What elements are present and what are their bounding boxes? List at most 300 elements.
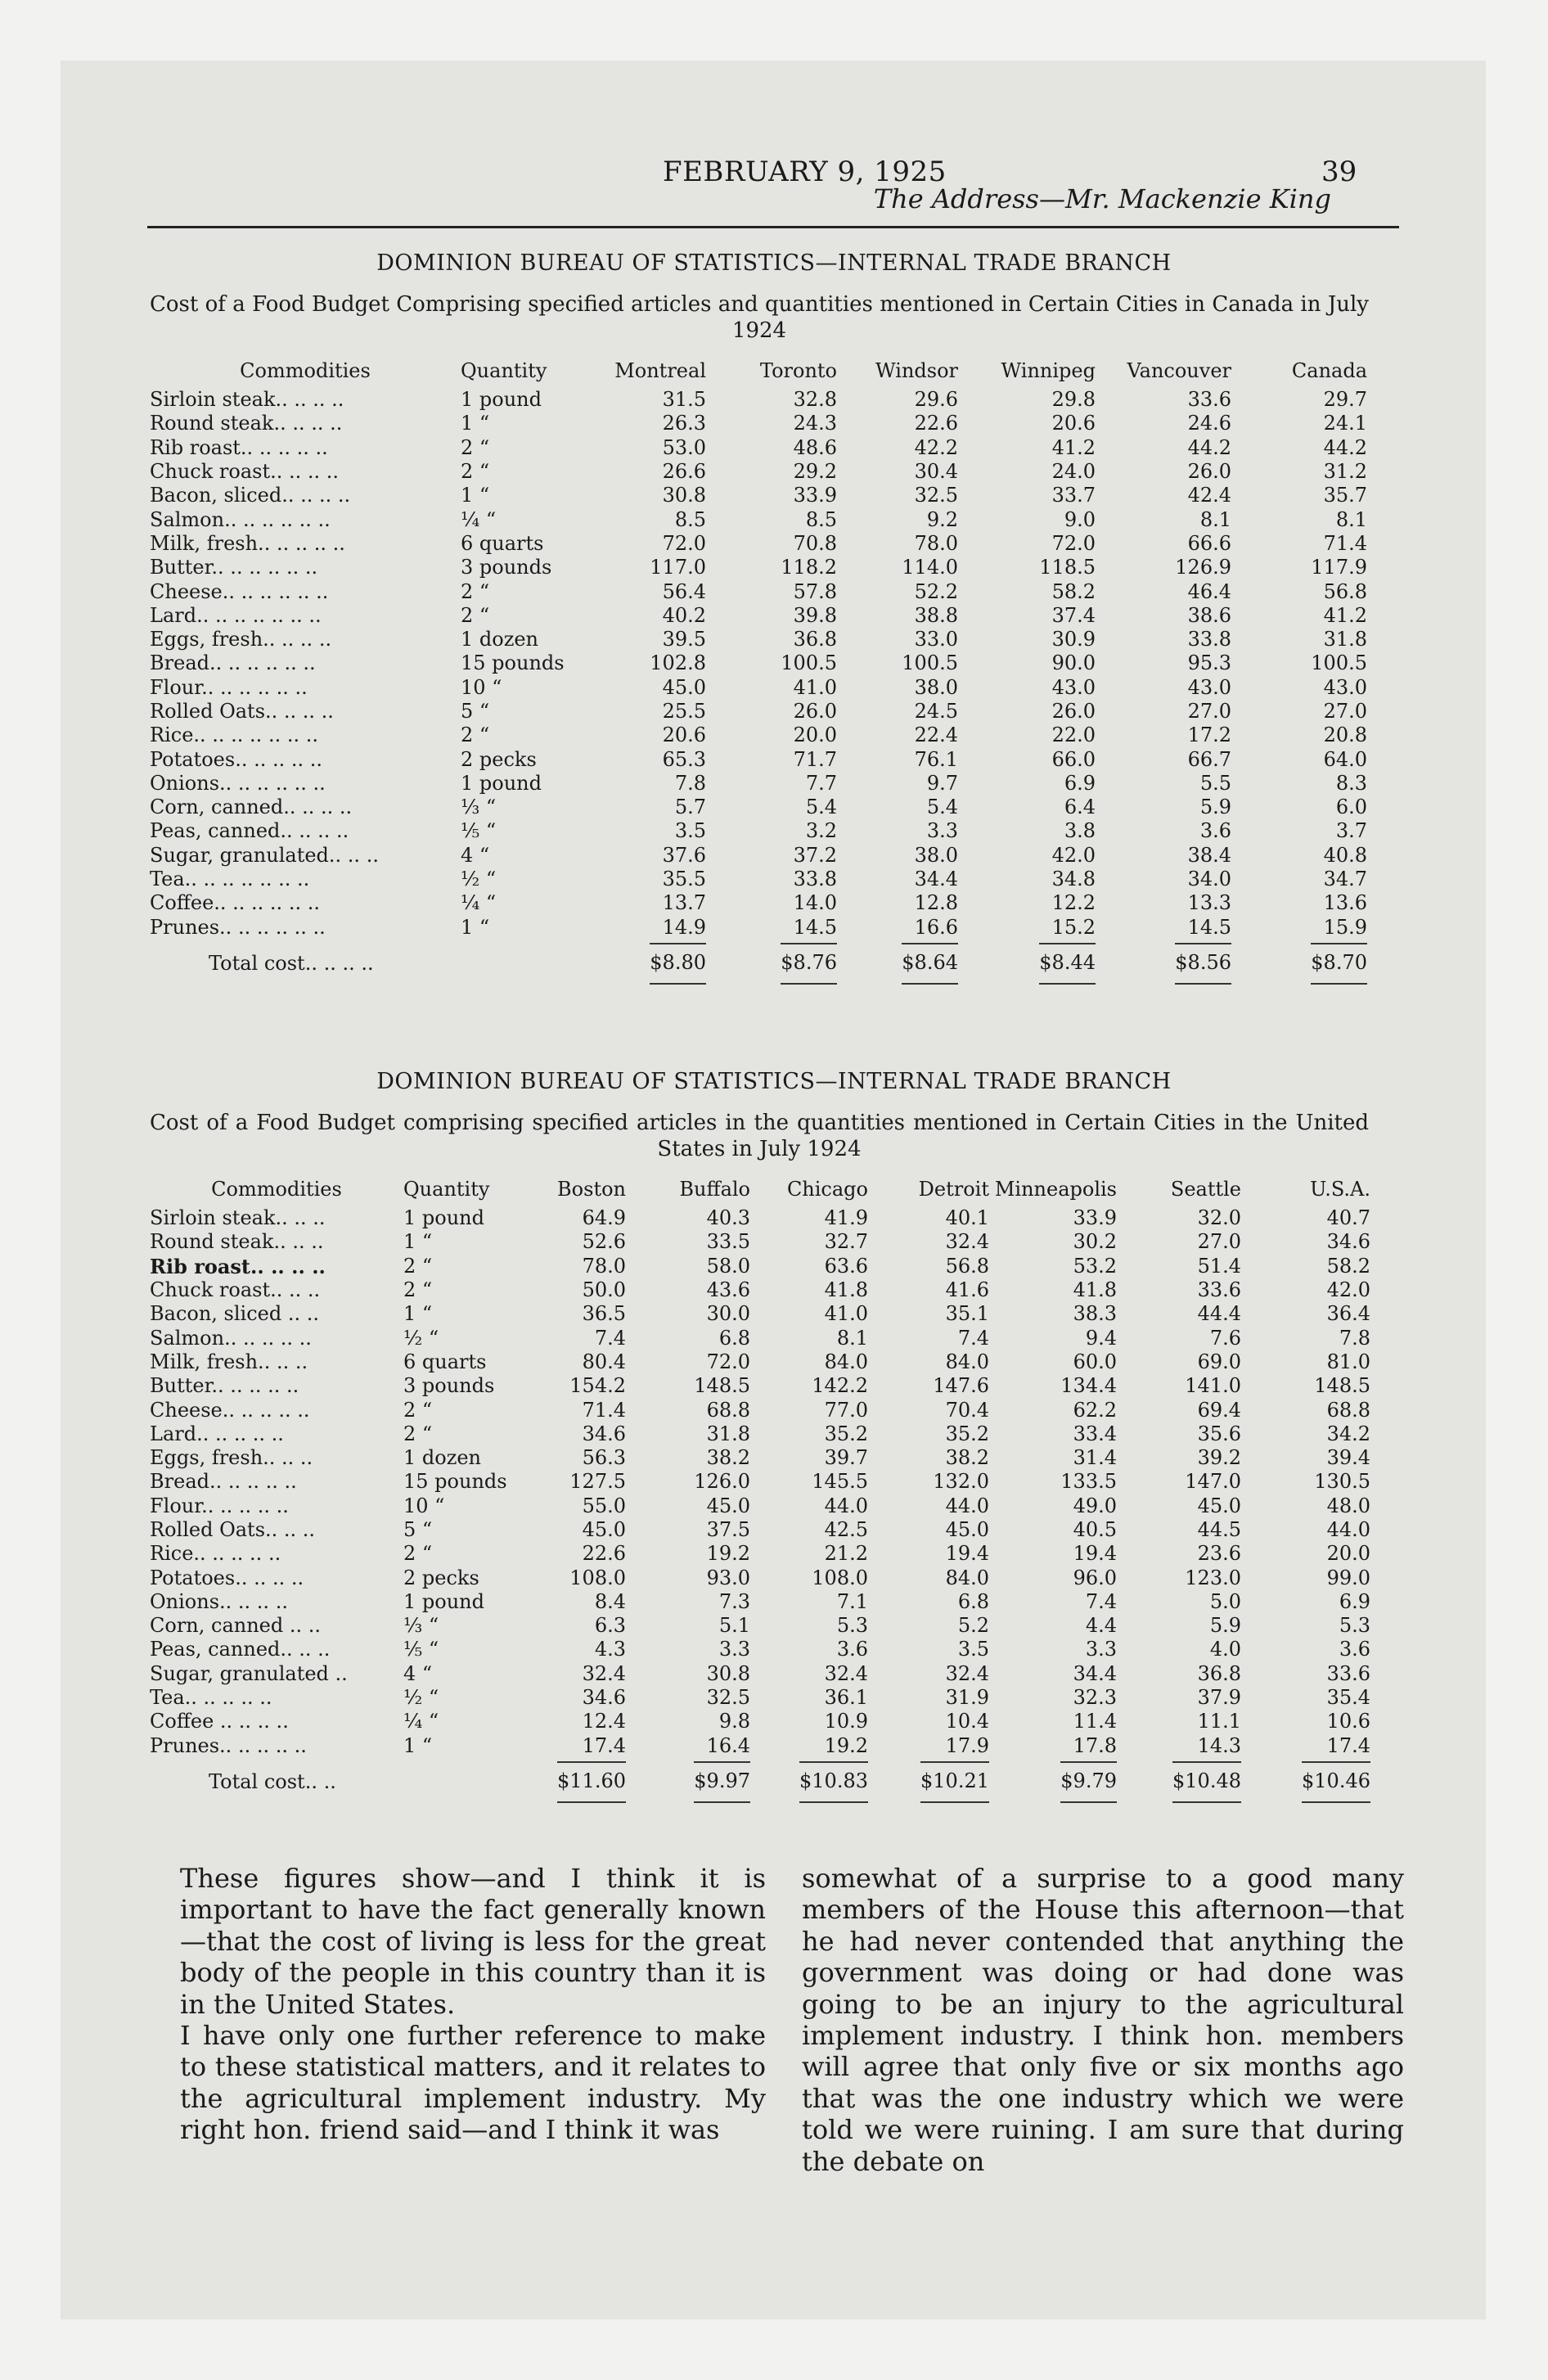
table-row (150, 1398, 1370, 1422)
commodity-cell: Cheese.. .. .. .. .. (150, 1398, 310, 1422)
value-cell: 6.9 (1064, 771, 1096, 795)
value-cell: 24.0 (1051, 460, 1096, 484)
value-cell: 35.2 (824, 1422, 868, 1445)
value-cell: 33.6 (1197, 1278, 1241, 1302)
value-cell: 17.9 (945, 1733, 989, 1757)
value-cell: 38.2 (945, 1446, 989, 1470)
value-cell: 4.4 (1085, 1614, 1117, 1638)
value-cell: 33.9 (793, 484, 837, 507)
value-cell: 14.0 (793, 891, 837, 915)
value-cell: 72.0 (662, 531, 706, 555)
value-cell: 14.5 (1187, 915, 1231, 939)
value-cell: 34.8 (1051, 868, 1096, 891)
col-header-commodities: Commodities (211, 1177, 342, 1201)
total-cell (750, 1758, 868, 1807)
value-cell: 46.4 (1187, 579, 1231, 603)
value-cell: 66.0 (1051, 747, 1096, 771)
col-header-quantity: Quantity (461, 358, 547, 382)
value-cell: 7.4 (957, 1326, 989, 1350)
value-cell: 77.0 (824, 1398, 868, 1422)
quantity-cell: 2 “ (461, 579, 490, 603)
total-value: $8.70 (1311, 943, 1367, 985)
quantity-cell: 1 “ (403, 1733, 433, 1757)
value-cell: 118.5 (1039, 556, 1096, 579)
value-cell: 40.8 (1323, 843, 1367, 867)
quantity-cell: ⅕ “ (461, 819, 497, 843)
total-cell (1231, 940, 1367, 989)
value-cell: 42.0 (1326, 1278, 1370, 1302)
value-cell: 30.8 (662, 484, 706, 507)
value-cell: 38.0 (914, 843, 958, 867)
commodity-cell: Coffee.. .. .. .. .. .. (150, 891, 320, 915)
value-cell: 71.7 (793, 747, 837, 771)
value-cell: 148.5 (694, 1374, 750, 1398)
table-row (150, 844, 1367, 868)
value-cell: 33.8 (1187, 628, 1231, 651)
commodity-cell: Rib roast.. .. .. .. .. (150, 435, 328, 459)
table-row (150, 916, 1367, 940)
total-cell (534, 1758, 626, 1807)
commodity-cell: Salmon.. .. .. .. .. .. (150, 507, 331, 531)
value-cell: 24.1 (1323, 412, 1367, 435)
value-cell: 8.3 (1335, 771, 1367, 795)
table-row (150, 676, 1367, 700)
value-cell: 34.4 (1073, 1661, 1117, 1685)
value-cell: 40.3 (706, 1206, 750, 1230)
value-cell: 42.5 (824, 1518, 868, 1541)
value-cell: 32.8 (793, 388, 837, 412)
quantity-cell: 3 pounds (461, 556, 552, 579)
total-value: $10.83 (799, 1761, 868, 1803)
value-cell: 3.5 (957, 1638, 989, 1661)
commodity-cell: Corn, canned .. .. (150, 1614, 322, 1638)
value-cell: 64.0 (1323, 747, 1367, 771)
value-cell: 41.0 (793, 675, 837, 699)
commodity-cell: Onions.. .. .. .. .. .. (150, 771, 326, 795)
value-cell: 7.7 (805, 771, 837, 795)
value-cell: 4.3 (594, 1638, 626, 1661)
col-header-detroit: Detroit (918, 1177, 989, 1201)
value-cell: 45.0 (945, 1518, 989, 1541)
table-row (150, 460, 1367, 484)
table-row (150, 819, 1367, 843)
table-row (150, 651, 1367, 675)
col-header-vancouver: Vancouver (1127, 358, 1231, 382)
quantity-cell: 15 pounds (403, 1470, 507, 1494)
value-cell: 40.7 (1326, 1206, 1370, 1230)
value-cell: 33.6 (1187, 388, 1231, 412)
header-subtitle: The Address—Mr. Mackenzie King (873, 183, 1331, 214)
value-cell: 31.4 (1073, 1446, 1117, 1470)
value-cell: 26.0 (1051, 700, 1096, 723)
total-value: $9.79 (1060, 1761, 1117, 1803)
quantity-cell: 1 “ (461, 484, 490, 507)
value-cell: 147.6 (933, 1374, 989, 1398)
value-cell: 56.4 (662, 579, 706, 603)
value-cell: 108.0 (812, 1566, 868, 1589)
col-header-commodities: Commodities (240, 358, 371, 382)
value-cell: 148.5 (1314, 1374, 1370, 1398)
value-cell: 5.1 (718, 1614, 750, 1638)
value-cell: 45.0 (706, 1494, 750, 1517)
value-cell: 142.2 (812, 1374, 868, 1398)
value-cell: 35.5 (662, 868, 706, 891)
value-cell: 6.9 (1339, 1589, 1370, 1613)
value-cell: 8.5 (674, 507, 706, 531)
value-cell: 56.8 (945, 1254, 989, 1278)
us-food-budget-table (150, 1172, 1370, 1807)
value-cell: 12.8 (914, 891, 958, 915)
value-cell: 123.0 (1185, 1566, 1241, 1589)
value-cell: 37.6 (662, 843, 706, 867)
commodity-cell: Chuck roast.. .. .. (150, 1278, 321, 1302)
value-cell: 22.6 (582, 1542, 626, 1566)
total-cell (592, 940, 706, 989)
value-cell: 34.4 (914, 868, 958, 891)
value-cell: 70.8 (793, 531, 837, 555)
value-cell: 41.8 (824, 1278, 868, 1302)
quantity-cell: 2 “ (403, 1398, 433, 1422)
total-value: $8.80 (650, 943, 706, 985)
value-cell: 133.5 (1060, 1470, 1117, 1494)
value-cell: 20.0 (1326, 1542, 1370, 1566)
value-cell: 49.0 (1073, 1494, 1117, 1517)
value-cell: 43.0 (1051, 675, 1096, 699)
value-cell: 7.4 (1085, 1589, 1117, 1613)
value-cell: 32.5 (914, 484, 958, 507)
value-cell: 3.8 (1064, 819, 1096, 843)
value-cell: 41.2 (1323, 603, 1367, 627)
quantity-cell: 2 “ (403, 1278, 433, 1302)
value-cell: 39.7 (824, 1446, 868, 1470)
value-cell: 3.3 (718, 1638, 750, 1661)
header-rule (147, 226, 1399, 228)
value-cell: 38.0 (914, 675, 958, 699)
value-cell: 40.2 (662, 603, 706, 627)
value-cell: 60.0 (1073, 1350, 1117, 1373)
table-row (150, 1446, 1370, 1470)
table2-caption: Cost of a Food Budget comprising specified articles in the quantities mentioned in Certain Cities in the United States in July 1924 (150, 1111, 1369, 1161)
value-cell: 126.0 (694, 1470, 750, 1494)
commodity-cell: Eggs, fresh.. .. .. .. (150, 628, 332, 651)
value-cell: 42.0 (1051, 843, 1096, 867)
commodity-cell: Flour.. .. .. .. .. (150, 1494, 289, 1517)
col-header-windsor: Windsor (875, 358, 958, 382)
value-cell: 48.6 (793, 435, 837, 459)
value-cell: 29.6 (914, 388, 958, 412)
commodity-cell: Corn, canned.. .. .. .. (150, 796, 353, 819)
quantity-cell: ⅓ “ (403, 1614, 439, 1638)
body-column-left (180, 1863, 766, 2146)
value-cell: 7.6 (1209, 1326, 1241, 1350)
value-cell: 19.4 (945, 1542, 989, 1566)
value-cell: 70.4 (945, 1398, 989, 1422)
value-cell: 35.6 (1197, 1422, 1241, 1445)
value-cell: 84.0 (945, 1566, 989, 1589)
value-cell: 25.5 (662, 700, 706, 723)
table-row (150, 507, 1367, 531)
value-cell: 3.7 (1335, 819, 1367, 843)
value-cell: 130.5 (1314, 1470, 1370, 1494)
table-row (150, 1638, 1370, 1661)
table-row (150, 772, 1367, 796)
table-row (150, 1302, 1370, 1326)
value-cell: 30.0 (706, 1302, 750, 1326)
commodity-cell: Cheese.. .. .. .. .. .. (150, 579, 329, 603)
value-cell: 5.9 (1209, 1614, 1241, 1638)
value-cell: 8.1 (1335, 507, 1367, 531)
value-cell: 34.2 (1326, 1422, 1370, 1445)
value-cell: 5.5 (1199, 771, 1231, 795)
commodity-cell: Chuck roast.. .. .. .. (150, 460, 339, 484)
value-cell: 53.0 (662, 435, 706, 459)
value-cell: 32.7 (824, 1230, 868, 1254)
col-header-chicago: Chicago (786, 1177, 868, 1201)
col-header-quantity: Quantity (403, 1177, 490, 1201)
commodity-cell: Rice.. .. .. .. .. (150, 1542, 281, 1566)
table-row (150, 1230, 1370, 1254)
value-cell: 38.3 (1073, 1302, 1117, 1326)
total-cell (1117, 1758, 1241, 1807)
value-cell: 7.8 (674, 771, 706, 795)
value-cell: 117.9 (1311, 556, 1367, 579)
value-cell: 36.5 (582, 1302, 626, 1326)
value-cell: 32.3 (1073, 1686, 1117, 1710)
table-row (150, 1255, 1370, 1278)
commodity-cell: Prunes.. .. .. .. .. (150, 1733, 307, 1757)
table-row (150, 700, 1367, 723)
value-cell: 68.8 (1326, 1398, 1370, 1422)
value-cell: 9.2 (926, 507, 958, 531)
value-cell: 3.3 (926, 819, 958, 843)
total-value: $10.48 (1172, 1761, 1241, 1803)
value-cell: 68.8 (706, 1398, 750, 1422)
value-cell: 33.8 (793, 868, 837, 891)
value-cell: 58.2 (1051, 579, 1096, 603)
total-cell (1096, 940, 1231, 989)
value-cell: 63.6 (824, 1254, 868, 1278)
value-cell: 34.7 (1323, 868, 1367, 891)
value-cell: 27.0 (1323, 700, 1367, 723)
quantity-cell: ½ “ (461, 868, 497, 891)
col-header-winnipeg: Winnipeg (1001, 358, 1096, 382)
value-cell: 90.0 (1051, 651, 1096, 675)
total-cell (837, 940, 958, 989)
value-cell: 40.1 (945, 1206, 989, 1230)
quantity-cell: ⅓ “ (461, 796, 497, 819)
value-cell: 20.6 (662, 723, 706, 747)
paragraph-cost-of-living: These figures show—and I think it is important to have the fact generally known—that the cost of living is less for the great body of the people in this country than it is in the United States. (180, 1863, 766, 2020)
value-cell: 41.0 (824, 1302, 868, 1326)
value-cell: 71.4 (1323, 531, 1367, 555)
value-cell: 34.6 (1326, 1230, 1370, 1254)
value-cell: 3.6 (836, 1638, 868, 1661)
value-cell: 52.2 (914, 579, 958, 603)
value-cell: 72.0 (706, 1350, 750, 1373)
table-row (150, 1566, 1370, 1589)
value-cell: 51.4 (1197, 1254, 1241, 1278)
value-cell: 100.5 (1311, 651, 1367, 675)
value-cell: 9.4 (1085, 1326, 1117, 1350)
table-row (150, 604, 1367, 628)
table-row (150, 532, 1367, 556)
value-cell: 17.4 (582, 1733, 626, 1757)
value-cell: 32.4 (582, 1661, 626, 1685)
value-cell: 43.0 (1323, 675, 1367, 699)
value-cell: 31.9 (945, 1686, 989, 1710)
value-cell: 20.0 (793, 723, 837, 747)
value-cell: 19.4 (1073, 1542, 1117, 1566)
quantity-cell: 1 pound (403, 1589, 484, 1613)
value-cell: 7.8 (1339, 1326, 1370, 1350)
value-cell: 55.0 (582, 1494, 626, 1517)
value-cell: 8.1 (836, 1326, 868, 1350)
value-cell: 48.0 (1326, 1494, 1370, 1517)
value-cell: 34.6 (582, 1686, 626, 1710)
value-cell: 4.0 (1209, 1638, 1241, 1661)
value-cell: 6.3 (594, 1614, 626, 1638)
table-row (150, 868, 1367, 891)
table-row (150, 796, 1367, 819)
value-cell: 33.7 (1051, 484, 1096, 507)
value-cell: 30.2 (1073, 1230, 1117, 1254)
value-cell: 64.9 (582, 1206, 626, 1230)
value-cell: 100.5 (902, 651, 958, 675)
commodity-cell: Rib roast.. .. .. .. (150, 1254, 326, 1278)
value-cell: 65.3 (662, 747, 706, 771)
value-cell: 41.2 (1051, 435, 1096, 459)
value-cell: 40.5 (1073, 1518, 1117, 1541)
value-cell: 147.0 (1185, 1470, 1241, 1494)
value-cell: 5.3 (1339, 1614, 1370, 1638)
value-cell: 7.1 (836, 1589, 868, 1613)
quantity-cell: 15 pounds (461, 651, 565, 675)
table-row (150, 891, 1367, 915)
value-cell: 76.1 (914, 747, 958, 771)
value-cell: 53.2 (1073, 1254, 1117, 1278)
value-cell: 31.5 (662, 388, 706, 412)
quantity-cell: 5 “ (403, 1518, 433, 1541)
value-cell: 44.0 (945, 1494, 989, 1517)
value-cell: 17.8 (1073, 1733, 1117, 1757)
table-row (150, 579, 1367, 603)
quantity-cell: 1 “ (403, 1230, 433, 1254)
quantity-cell: 6 quarts (403, 1350, 487, 1373)
value-cell: 36.8 (1197, 1661, 1241, 1685)
value-cell: 71.4 (582, 1398, 626, 1422)
commodity-cell: Potatoes.. .. .. .. .. (150, 747, 322, 771)
quantity-cell: 4 “ (403, 1661, 433, 1685)
value-cell: 62.2 (1073, 1398, 1117, 1422)
value-cell: 52.6 (582, 1230, 626, 1254)
value-cell: 27.0 (1197, 1230, 1241, 1254)
value-cell: 36.4 (1326, 1302, 1370, 1326)
value-cell: 8.5 (805, 507, 837, 531)
table-row (150, 1494, 1370, 1518)
value-cell: 33.0 (914, 628, 958, 651)
commodity-cell: Coffee .. .. .. .. (150, 1710, 289, 1733)
value-cell: 32.4 (945, 1661, 989, 1685)
table-row (150, 1614, 1370, 1638)
total-value: $9.97 (694, 1761, 750, 1803)
value-cell: 16.4 (706, 1733, 750, 1757)
commodity-cell: Peas, canned.. .. .. .. (150, 819, 349, 843)
quantity-cell: 2 “ (461, 723, 490, 747)
table-row (150, 1662, 1370, 1686)
value-cell: 34.0 (1187, 868, 1231, 891)
value-cell: 8.4 (594, 1589, 626, 1613)
value-cell: 17.4 (1326, 1733, 1370, 1757)
value-cell: 80.4 (582, 1350, 626, 1373)
value-cell: 96.0 (1073, 1566, 1117, 1589)
table-row (150, 388, 1367, 412)
value-cell: 10.9 (824, 1710, 868, 1733)
value-cell: 39.5 (662, 628, 706, 651)
value-cell: 108.0 (569, 1566, 626, 1589)
table-row (150, 1350, 1370, 1374)
value-cell: 32.0 (1197, 1206, 1241, 1230)
value-cell: 29.8 (1051, 388, 1096, 412)
value-cell: 44.2 (1323, 435, 1367, 459)
value-cell: 102.8 (650, 651, 706, 675)
value-cell: 78.0 (914, 531, 958, 555)
value-cell: 78.0 (582, 1254, 626, 1278)
quantity-cell: 1 dozen (403, 1446, 482, 1470)
value-cell: 37.5 (706, 1518, 750, 1541)
table-row (150, 628, 1367, 651)
commodity-cell: Salmon.. .. .. .. .. (150, 1326, 312, 1350)
commodity-cell: Potatoes.. .. .. .. (150, 1566, 304, 1589)
value-cell: 3.5 (674, 819, 706, 843)
quantity-cell: 2 “ (461, 460, 490, 484)
value-cell: 33.4 (1073, 1422, 1117, 1445)
value-cell: 3.2 (805, 819, 837, 843)
commodity-cell: Eggs, fresh.. .. .. (150, 1446, 313, 1470)
value-cell: 38.4 (1187, 843, 1231, 867)
quantity-cell: ½ “ (403, 1326, 439, 1350)
quantity-cell: ¼ “ (461, 507, 497, 531)
quantity-cell: 6 quarts (461, 531, 544, 555)
value-cell: 17.2 (1187, 723, 1231, 747)
value-cell: 5.4 (926, 796, 958, 819)
table-row (150, 436, 1367, 460)
value-cell: 32.5 (706, 1686, 750, 1710)
table-row (150, 1422, 1370, 1446)
commodity-cell: Rolled Oats.. .. .. .. (150, 700, 334, 723)
col-header-boston: Boston (557, 1177, 626, 1201)
value-cell: 23.6 (1197, 1542, 1241, 1566)
value-cell: 31.2 (1323, 460, 1367, 484)
value-cell: 19.2 (706, 1542, 750, 1566)
total-row (150, 1758, 1370, 1807)
value-cell: 35.4 (1326, 1686, 1370, 1710)
value-cell: 27.0 (1187, 700, 1231, 723)
commodity-cell: Bacon, sliced .. .. (150, 1302, 319, 1326)
value-cell: 7.4 (594, 1326, 626, 1350)
value-cell: 15.9 (1323, 915, 1367, 939)
value-cell: 13.3 (1187, 891, 1231, 915)
commodity-cell: Onions.. .. .. .. (150, 1589, 288, 1613)
col-header-toronto: Toronto (759, 358, 837, 382)
value-cell: 126.9 (1175, 556, 1231, 579)
value-cell: 11.1 (1197, 1710, 1241, 1733)
table-row (150, 1374, 1370, 1398)
quantity-cell: 1 pound (461, 388, 542, 412)
quantity-cell: 1 pound (461, 771, 542, 795)
table-row (150, 1542, 1370, 1566)
value-cell: 72.0 (1051, 531, 1096, 555)
value-cell: 84.0 (824, 1350, 868, 1373)
